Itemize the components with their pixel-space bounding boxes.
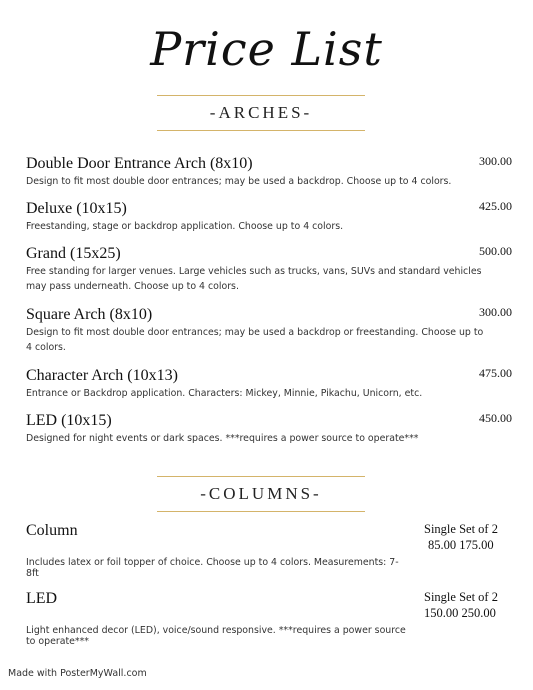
heading-rule-bottom bbox=[157, 511, 365, 512]
pricing-header: Single Set of 2 bbox=[424, 590, 498, 604]
item-description: Includes latex or foil topper of choice. Choose up to 4 colors. Measurements: 7-8ft bbox=[26, 557, 399, 579]
page-title: Price List bbox=[150, 22, 383, 76]
item-price: 300.00 bbox=[479, 154, 512, 168]
item-description: Entrance or Backdrop application. Characters: Mickey, Minnie, Pikachu, Unicorn, etc. bbox=[26, 388, 423, 399]
columns-heading-label: -COLUMNS- bbox=[200, 484, 322, 503]
price-item-deluxe bbox=[26, 199, 516, 234]
item-description: Free standing for larger venues. Large vehicles such as trucks, vans, SUVs and standard vehicles may pass underneath. Choose up to 4 colors. bbox=[26, 266, 482, 292]
price-item-double-door-arch bbox=[26, 154, 516, 189]
item-price: 475.00 bbox=[479, 366, 512, 380]
item-price: 425.00 bbox=[479, 199, 512, 213]
price-item-led-column bbox=[26, 589, 516, 649]
price-item-led-arch bbox=[26, 411, 516, 446]
item-description: Designed for night events or dark spaces. ***requires a power source to operate*** bbox=[26, 433, 419, 444]
item-description: Light enhanced decor (LED), voice/sound responsive. ***requires a power source to operate*** bbox=[26, 625, 406, 647]
item-name: LED (10x15) bbox=[26, 412, 112, 429]
item-description: Design to fit most double door entrances; may be used a backdrop or freestanding. Choose up to 4 colors. bbox=[26, 327, 484, 353]
item-description: Freestanding, stage or backdrop application. Choose up to 4 colors. bbox=[26, 221, 344, 232]
item-name: Grand (15x25) bbox=[26, 245, 121, 262]
item-name: Square Arch (8x10) bbox=[26, 306, 153, 323]
item-name: Double Door Entrance Arch (8x10) bbox=[26, 155, 253, 172]
price-item-square-arch bbox=[26, 305, 516, 355]
price-item-grand bbox=[26, 244, 516, 294]
arches-section-heading bbox=[157, 95, 365, 131]
item-name: Character Arch (10x13) bbox=[26, 367, 178, 384]
item-pricing bbox=[424, 521, 498, 553]
price-item-character-arch bbox=[26, 366, 516, 401]
pricing-values: 85.00 175.00 bbox=[428, 538, 494, 552]
arches-heading-label: -ARCHES- bbox=[209, 103, 313, 122]
heading-rule-bottom bbox=[157, 130, 365, 131]
item-description: Design to fit most double door entrances; may be used a backdrop. Choose up to 4 colors. bbox=[26, 176, 452, 187]
item-name: Column bbox=[26, 522, 78, 539]
item-name: LED bbox=[26, 590, 58, 607]
item-pricing bbox=[424, 589, 498, 621]
item-price: 500.00 bbox=[479, 244, 512, 258]
item-name: Deluxe (10x15) bbox=[26, 200, 127, 217]
pricing-header: Single Set of 2 bbox=[424, 522, 498, 536]
columns-section-heading bbox=[157, 476, 365, 512]
footer-credit: Made with PosterMyWall.com bbox=[8, 668, 147, 679]
pricing-values: 150.00 250.00 bbox=[424, 606, 496, 620]
item-price: 450.00 bbox=[479, 411, 512, 425]
price-item-column bbox=[26, 521, 516, 581]
item-price: 300.00 bbox=[479, 305, 512, 319]
